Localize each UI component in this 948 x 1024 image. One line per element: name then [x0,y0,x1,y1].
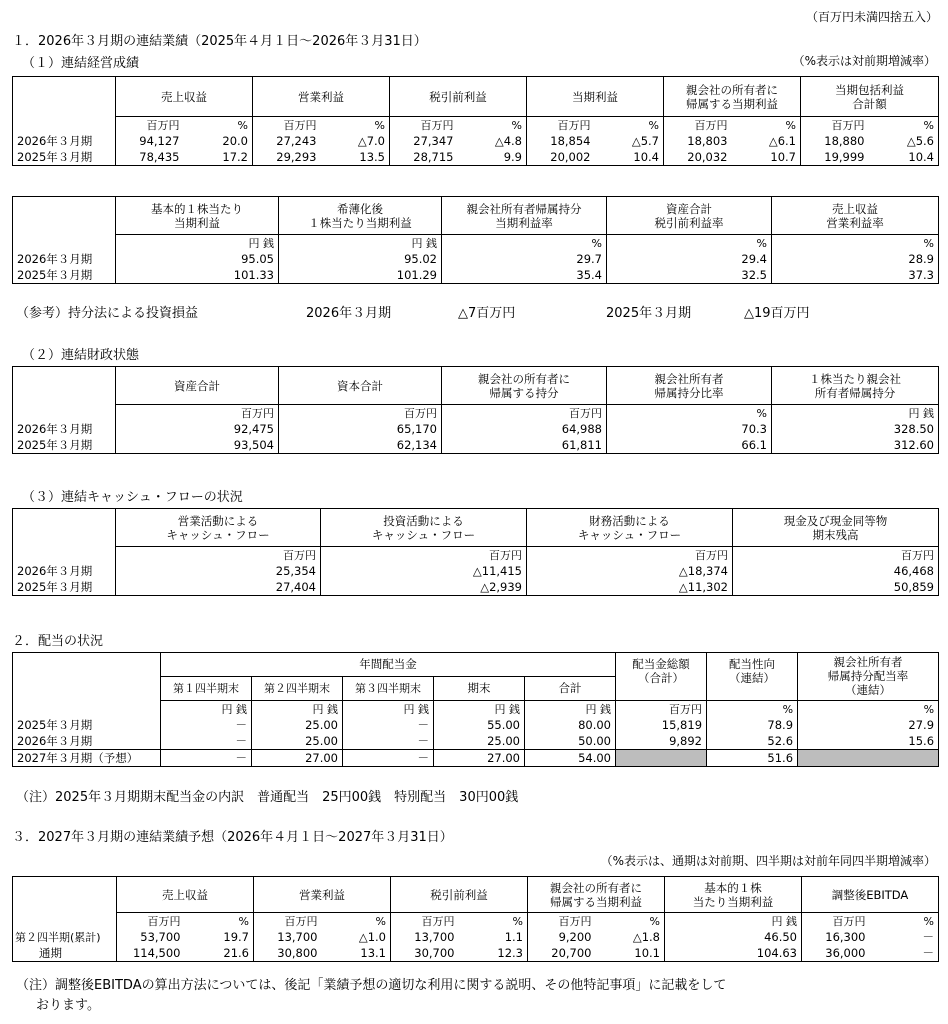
unit-cell: 円 銭 [161,701,252,718]
col-header: 税引前利益 [391,877,528,913]
unit-cell: % [322,913,391,930]
col-header: 営業利益 [254,877,391,913]
value-cell: 78,435 [116,149,184,166]
row-label: 2025年３月期 [13,717,161,733]
unit-cell: 百万円 [254,913,322,930]
col-header: 売上収益 [117,877,254,913]
value-cell: 27.00 [252,750,343,767]
subsection-operating-results: （１）連結経営成績 [22,56,140,71]
value-cell: 27,243 [253,133,321,149]
value-cell: 19,999 [801,149,869,166]
value-cell: 18,803 [664,133,732,149]
value-cell: 15.6 [798,733,939,750]
value-cell: 20,002 [527,149,595,166]
unit-cell: 百万円 [733,547,939,564]
value-cell: △2,939 [321,579,527,596]
col-header: 親会社所有者帰属持分 当期利益率 [442,197,607,235]
value-cell: 25,354 [116,563,321,579]
unit-cell: 円 銭 [525,701,616,718]
value-cell: 78.9 [707,717,798,733]
value-cell: 21.6 [185,945,254,962]
unit-cell: 円 銭 [772,405,939,422]
value-cell: 10.4 [595,149,664,166]
unit-cell: 百万円 [528,913,596,930]
label-cell [13,701,161,718]
unit-cell: 円 銭 [252,701,343,718]
col-header: 資産合計 [116,367,279,405]
col-header: 第３四半期末 [343,677,434,701]
equity-method-ref-label: （参考）持分法による投資損益 [16,306,199,321]
value-cell: 50,859 [733,579,939,596]
subsection-financial-position: （２）連結財政状態 [22,348,140,363]
unit-cell: % [607,405,772,422]
row-label: 2026年３月期 [13,251,116,267]
unit-cell: % [870,913,939,930]
equity-method-period-1: 2026年３月期 [306,306,392,321]
value-cell: 13.1 [322,945,391,962]
value-cell: － [343,717,434,733]
value-cell: 52.6 [707,733,798,750]
row-label: 2026年３月期 [13,133,116,149]
unit-cell: 百万円 [801,117,869,134]
col-header: 基本的１株 当たり当期利益 [665,877,802,913]
equity-method-value-1: △7百万円 [458,306,516,321]
financial-position-table [12,366,939,454]
unit-cell: % [707,701,798,718]
value-cell: 15,819 [616,717,707,733]
unit-cell: 百万円 [442,405,607,422]
value-cell: 312.60 [772,437,939,454]
value-cell: 35.4 [442,267,607,284]
ebitda-note-line1: （注）調整後EBITDAの算出方法については、後記「業績予想の適切な利用に関する説明、その他特記事項」に記載をして [16,978,727,993]
value-cell: 13,700 [391,929,459,945]
unit-cell: % [458,117,527,134]
value-cell: 64,988 [442,421,607,437]
value-cell: 28,715 [390,149,458,166]
row-label: 通期 [13,945,117,962]
unit-cell: 百万円 [527,117,595,134]
unit-cell: 百万円 [116,547,321,564]
value-cell: 12.3 [459,945,528,962]
unit-cell: % [798,701,939,718]
value-cell: 32.5 [607,267,772,284]
unit-cell: % [459,913,528,930]
label-cell [13,117,116,134]
col-header: 親会社所有者 帰属持分配当率 （連結） [798,653,939,701]
col-header: 基本的１株当たり 当期利益 [116,197,279,235]
value-cell: 46.50 [665,929,802,945]
dividend-note: （注）2025年３月期期末配当金の内訳 普通配当 25円00銭 特別配当 30円00銭 [16,790,519,805]
col-header: 売上収益 [116,77,253,117]
value-cell: 114,500 [117,945,185,962]
value-cell: 36,000 [802,945,870,962]
operating-results-table [12,76,939,166]
value-cell: 80.00 [525,717,616,733]
value-cell: 70.3 [607,421,772,437]
annual-dividend-header: 年間配当金 [161,653,616,677]
value-cell: 25.00 [252,733,343,750]
corner-cell [13,653,161,677]
forecast-table [12,876,939,962]
value-cell: － [161,750,252,767]
value-cell: － [870,929,939,945]
value-cell: 29.4 [607,251,772,267]
value-cell: － [161,717,252,733]
value-cell: △18,374 [527,563,733,579]
unit-cell: 円 銭 [116,235,279,252]
value-cell: △7.0 [321,133,390,149]
value-cell: 10.7 [732,149,801,166]
col-header: 当期利益 [527,77,664,117]
col-header: 現金及び現金同等物 期末残高 [733,509,939,547]
value-cell: － [343,750,434,767]
section-1-title: １．2026年３月期の連結業績（2025年４月１日～2026年３月31日） [12,34,427,49]
unit-cell: 円 銭 [343,701,434,718]
col-header: 営業活動による キャッシュ・フロー [116,509,321,547]
corner-cell [13,677,161,701]
value-cell: △1.0 [322,929,391,945]
value-cell: △6.1 [732,133,801,149]
unit-cell: % [184,117,253,134]
unit-cell: 百万円 [391,913,459,930]
value-cell: 29,293 [253,149,321,166]
unit-cell: % [595,117,664,134]
col-header: 親会社の所有者に 帰属する持分 [442,367,607,405]
cash-flow-table [12,508,939,596]
value-cell: 328.50 [772,421,939,437]
unit-cell: 百万円 [390,117,458,134]
equity-method-period-2: 2025年３月期 [606,306,692,321]
row-label: 2025年３月期 [13,149,116,166]
label-cell [13,913,117,930]
value-cell: 10.4 [869,149,939,166]
value-cell: 30,700 [391,945,459,962]
value-cell: 51.6 [707,750,798,767]
value-cell: 27.9 [798,717,939,733]
corner-cell [13,877,117,913]
row-label: 第２四半期(累計) [13,929,117,945]
value-cell: 25.00 [434,733,525,750]
value-cell: △11,415 [321,563,527,579]
subsection-cash-flow: （３）連結キャッシュ・フローの状況 [22,490,243,505]
value-cell: 10.1 [596,945,665,962]
pct-note-3: （%表示は、通期は対前期、四半期は対前年同四半期増減率） [600,854,936,868]
value-cell: △5.6 [869,133,939,149]
col-header: 売上収益 営業利益率 [772,197,939,235]
corner-cell [13,197,116,235]
col-header: １株当たり親会社 所有者帰属持分 [772,367,939,405]
row-label: 2025年３月期 [13,267,116,284]
value-cell: 104.63 [665,945,802,962]
unit-cell: 円 銭 [279,235,442,252]
value-cell: 46,468 [733,563,939,579]
equity-method-value-2: △19百万円 [744,306,810,321]
col-header: 期末 [434,677,525,701]
unit-cell: % [185,913,254,930]
value-cell: 29.7 [442,251,607,267]
col-header: 営業利益 [253,77,390,117]
value-cell: 20,700 [528,945,596,962]
per-share-table [12,196,939,284]
value-cell: 65,170 [279,421,442,437]
value-cell: 50.00 [525,733,616,750]
unit-cell: 百万円 [116,405,279,422]
corner-cell [13,509,116,547]
value-cell: 13,700 [254,929,322,945]
unit-note: （百万円未満四捨五入） [805,10,938,24]
col-header: 財務活動による キャッシュ・フロー [527,509,733,547]
col-header: 配当金総額 （合計） [616,653,707,701]
value-cell: 27,347 [390,133,458,149]
value-cell: 13.5 [321,149,390,166]
unit-cell: 百万円 [802,913,870,930]
value-cell: 101.33 [116,267,279,284]
corner-cell [13,367,116,405]
col-header: 配当性向 （連結） [707,653,798,701]
value-cell: 17.2 [184,149,253,166]
label-cell [13,235,116,252]
value-cell: 1.1 [459,929,528,945]
row-label: 2025年３月期 [13,437,116,454]
col-header: 第２四半期末 [252,677,343,701]
section-3-title: ３．2027年３月期の連結業績予想（2026年４月１日～2027年３月31日） [12,830,453,845]
value-cell: 101.29 [279,267,442,284]
value-cell: △1.8 [596,929,665,945]
unit-cell: 円 銭 [665,913,802,930]
value-cell: 54.00 [525,750,616,767]
unit-cell: 円 銭 [434,701,525,718]
col-header: 投資活動による キャッシュ・フロー [321,509,527,547]
value-cell: － [343,733,434,750]
unit-cell: % [732,117,801,134]
value-cell: 16,300 [802,929,870,945]
unit-cell: % [869,117,939,134]
value-cell: 95.02 [279,251,442,267]
unit-cell: % [607,235,772,252]
pct-note-1: （%表示は対前期増減率） [792,54,936,68]
shaded-cell [616,750,707,767]
value-cell: 18,880 [801,133,869,149]
value-cell: 95.05 [116,251,279,267]
col-header: 希薄化後 １株当たり当期利益 [279,197,442,235]
value-cell: 27,404 [116,579,321,596]
value-cell: 55.00 [434,717,525,733]
value-cell: 66.1 [607,437,772,454]
col-header: 親会社所有者 帰属持分比率 [607,367,772,405]
value-cell: 94,127 [116,133,184,149]
unit-cell: 百万円 [664,117,732,134]
unit-cell: 百万円 [321,547,527,564]
col-header: 資本合計 [279,367,442,405]
shaded-cell [798,750,939,767]
unit-cell: 百万円 [527,547,733,564]
col-header: 税引前利益 [390,77,527,117]
row-label: 2025年３月期 [13,579,116,596]
value-cell: 27.00 [434,750,525,767]
value-cell: 93,504 [116,437,279,454]
value-cell: － [161,733,252,750]
value-cell: △4.8 [458,133,527,149]
unit-cell: 百万円 [116,117,184,134]
value-cell: △11,302 [527,579,733,596]
row-label: 2026年３月期 [13,421,116,437]
unit-cell: 百万円 [279,405,442,422]
label-cell [13,405,116,422]
value-cell: 9.9 [458,149,527,166]
col-header: 合計 [525,677,616,701]
value-cell: △5.7 [595,133,664,149]
col-header: 親会社の所有者に 帰属する当期利益 [528,877,665,913]
col-header: 調整後EBITDA [802,877,939,913]
unit-cell: 百万円 [253,117,321,134]
ebitda-note-line2: おります。 [36,998,100,1013]
value-cell: 28.9 [772,251,939,267]
unit-cell: 百万円 [616,701,707,718]
row-label: 2026年３月期 [13,563,116,579]
value-cell: 25.00 [252,717,343,733]
value-cell: 20.0 [184,133,253,149]
value-cell: 53,700 [117,929,185,945]
value-cell: 30,800 [254,945,322,962]
unit-cell: % [596,913,665,930]
corner-cell [13,77,116,117]
col-header: 当期包括利益 合計額 [801,77,939,117]
value-cell: 18,854 [527,133,595,149]
label-cell [13,547,116,564]
col-header: 親会社の所有者に 帰属する当期利益 [664,77,801,117]
row-label: 2026年３月期 [13,733,161,750]
unit-cell: 百万円 [117,913,185,930]
value-cell: 61,811 [442,437,607,454]
value-cell: 92,475 [116,421,279,437]
value-cell: 19.7 [185,929,254,945]
col-header: 資産合計 税引前利益率 [607,197,772,235]
dividends-table [12,652,939,767]
row-label: 2027年３月期（予想） [13,750,161,767]
value-cell: 20,032 [664,149,732,166]
unit-cell: % [772,235,939,252]
value-cell: 9,200 [528,929,596,945]
unit-cell: % [321,117,390,134]
col-header: 第１四半期末 [161,677,252,701]
value-cell: 37.3 [772,267,939,284]
unit-cell: % [442,235,607,252]
value-cell: 9,892 [616,733,707,750]
value-cell: 62,134 [279,437,442,454]
value-cell: － [870,945,939,962]
section-2-title: ２．配当の状況 [12,634,104,649]
